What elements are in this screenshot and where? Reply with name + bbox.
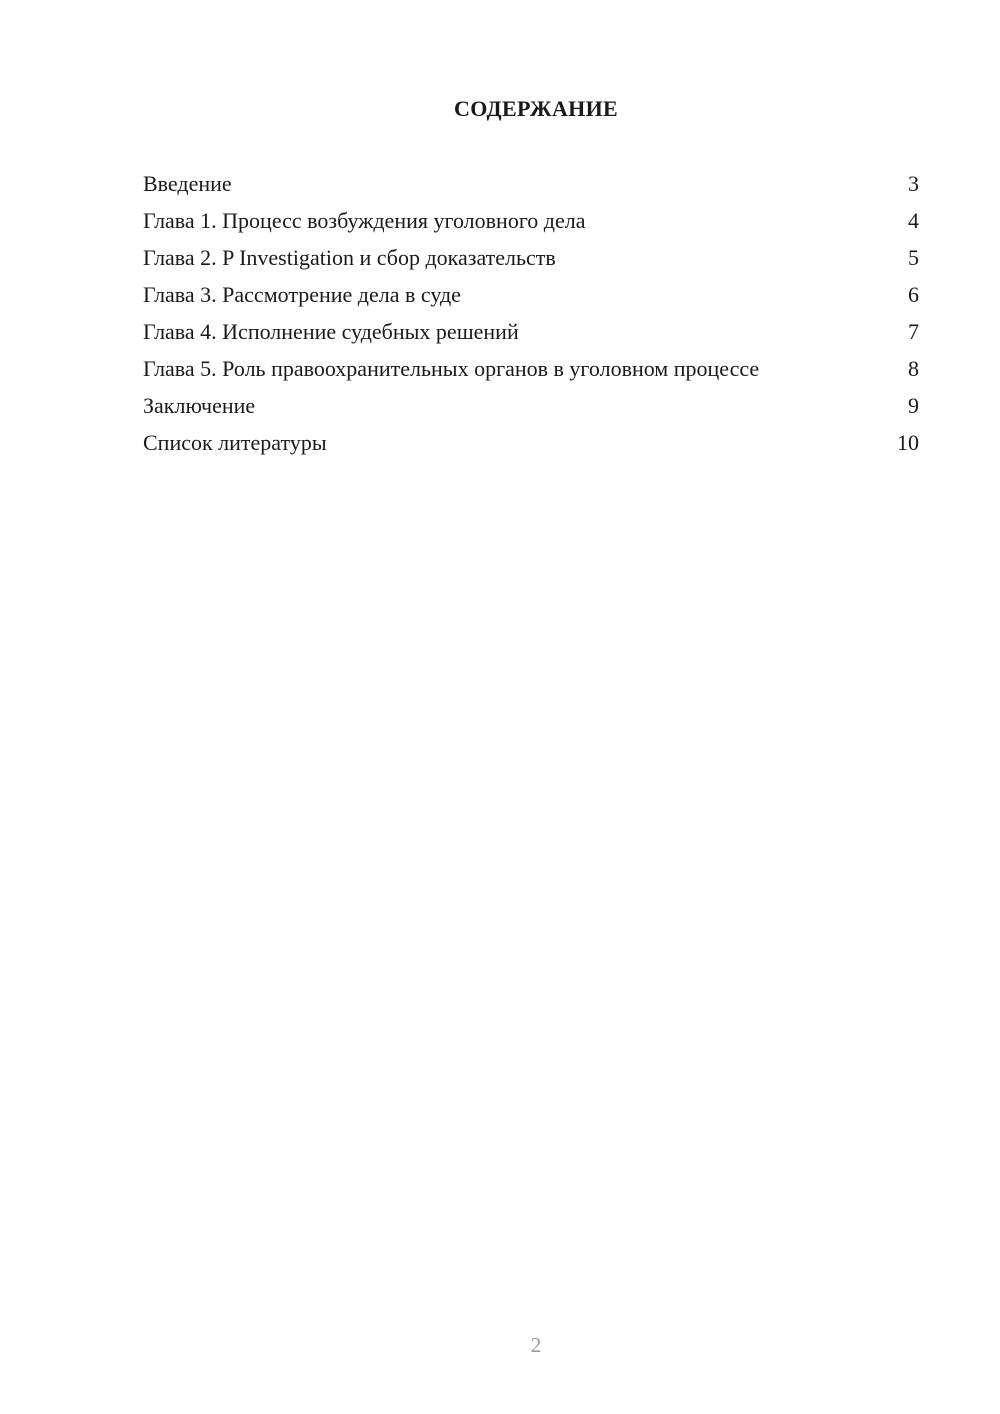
toc-entry-page: 3 <box>908 171 919 196</box>
toc-entry-page: 7 <box>908 319 919 344</box>
page-number: 2 <box>530 1333 542 1357</box>
toc-entry-label: Список литературы <box>143 430 327 455</box>
toc-title: СОДЕРЖАНИЕ <box>454 96 618 121</box>
toc-entry-page: 5 <box>908 245 919 270</box>
toc-entry-page: 9 <box>908 393 919 418</box>
toc-entry-label: Глава 4. Исполнение судебных решений <box>143 319 519 344</box>
toc-entry-chapter-5[interactable] <box>143 355 919 383</box>
toc-entry-chapter-1[interactable] <box>143 207 919 235</box>
toc-entry-page: 8 <box>908 356 919 381</box>
table-of-contents <box>143 170 919 466</box>
toc-entry-label: Глава 2. P Investigation и сбор доказательств <box>143 245 556 270</box>
toc-entry-chapter-3[interactable] <box>143 281 919 309</box>
toc-entry-page: 4 <box>908 208 919 233</box>
toc-entry-introduction[interactable] <box>143 170 919 198</box>
toc-entry-page: 6 <box>908 282 919 307</box>
toc-entry-label: Глава 1. Процесс возбуждения уголовного дела <box>143 208 586 233</box>
toc-entry-bibliography[interactable] <box>143 429 919 457</box>
toc-entry-conclusion[interactable] <box>143 392 919 420</box>
toc-entry-label: Заключение <box>143 393 256 418</box>
toc-entry-label: Глава 5. Роль правоохранительных органов в уголовном процессе <box>143 356 760 381</box>
toc-entry-label: Введение <box>143 171 232 196</box>
toc-entry-label: Глава 3. Рассмотрение дела в суде <box>143 282 461 307</box>
toc-entry-chapter-4[interactable] <box>143 318 919 346</box>
toc-entry-page: 10 <box>897 430 919 455</box>
toc-entry-chapter-2[interactable] <box>143 244 919 272</box>
